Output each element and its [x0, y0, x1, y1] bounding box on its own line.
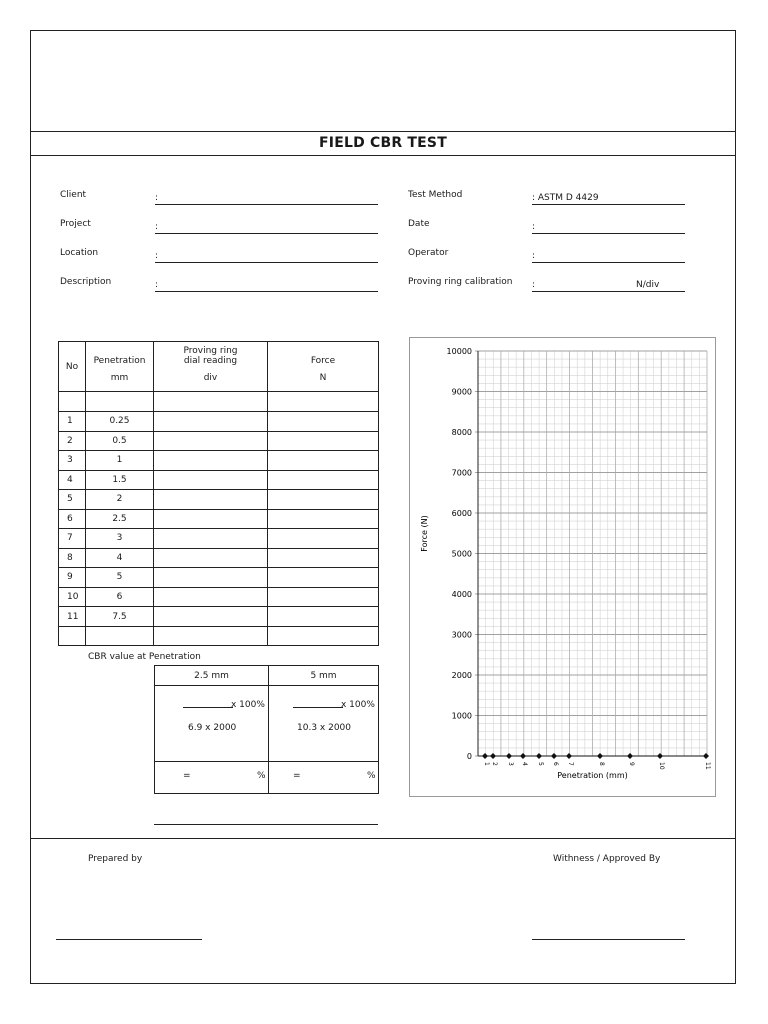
force-cell[interactable]: [268, 470, 379, 490]
row-penetration: 1.5: [86, 470, 154, 490]
force-cell[interactable]: [268, 568, 379, 588]
row-number: 2: [59, 431, 86, 451]
location-field[interactable]: :: [155, 250, 378, 263]
calibration-label: Proving ring calibration: [408, 277, 513, 287]
force-cell[interactable]: [268, 587, 379, 607]
numerator-line: [183, 707, 233, 708]
dial-cell[interactable]: [154, 412, 268, 432]
calibration-unit: N/div: [636, 280, 660, 290]
row-penetration: 3: [86, 529, 154, 549]
calibration-colon: :: [532, 280, 536, 290]
table-row: [59, 568, 379, 588]
table-row-blank: [59, 627, 379, 646]
row-number: 10: [59, 587, 86, 607]
header-dial-reading: Proving ring dial reading: [154, 342, 268, 366]
cbr-formula-5mm[interactable]: [269, 686, 379, 762]
force-penetration-chart: [409, 337, 716, 797]
x-tick-label: 6: [552, 762, 559, 766]
row-penetration: 6: [86, 587, 154, 607]
date-field[interactable]: :: [532, 221, 685, 234]
dial-cell[interactable]: [154, 548, 268, 568]
table-row: [59, 548, 379, 568]
unit-force: N: [268, 366, 379, 392]
y-tick-label: 8000: [451, 428, 472, 437]
row-penetration: 1: [86, 451, 154, 471]
cbr-result-5mm[interactable]: [269, 762, 379, 794]
table-row-blank: [59, 392, 379, 412]
cbr-underline: [154, 824, 378, 825]
multiplier-5mm: x 100%: [341, 700, 375, 710]
approved-signature-line[interactable]: [532, 939, 685, 940]
table-row: [59, 529, 379, 549]
dial-cell[interactable]: [154, 568, 268, 588]
dial-cell[interactable]: [154, 509, 268, 529]
y-tick-label: 9000: [451, 387, 472, 397]
table-row: [59, 490, 379, 510]
y-tick-label: 10000: [446, 347, 472, 356]
header-no: No: [59, 342, 86, 392]
row-number: 1: [59, 412, 86, 432]
denominator-5mm: 10.3 x 2000: [297, 723, 351, 733]
dial-cell[interactable]: [154, 587, 268, 607]
x-tick-label: 4: [521, 762, 528, 766]
force-cell[interactable]: [268, 548, 379, 568]
x-tick-label: 5: [537, 762, 544, 766]
percent-5mm: %: [367, 771, 376, 781]
test-method-field[interactable]: : ASTM D 4429: [532, 192, 685, 205]
prepared-signature-line[interactable]: [56, 939, 202, 940]
y-tick-label: 2000: [451, 671, 472, 680]
y-tick-label: 6000: [451, 509, 472, 518]
force-cell[interactable]: [268, 392, 379, 412]
force-cell[interactable]: [268, 412, 379, 432]
cbr-col-5mm: 5 mm: [269, 666, 379, 686]
row-number: 11: [59, 607, 86, 627]
y-tick-label: 1000: [451, 711, 472, 721]
dial-cell[interactable]: [154, 627, 268, 646]
date-label: Date: [408, 219, 430, 229]
row-penetration: 5: [86, 568, 154, 588]
force-cell[interactable]: [268, 607, 379, 627]
cbr-heading: CBR value at Penetration: [88, 652, 201, 662]
header-force: Force: [268, 342, 379, 366]
denominator-2-5mm: 6.9 x 2000: [188, 723, 237, 733]
dial-cell[interactable]: [154, 431, 268, 451]
multiplier-2-5mm: x 100%: [231, 700, 265, 710]
location-label: Location: [60, 248, 99, 258]
test-method-label: Test Method: [408, 190, 463, 200]
row-penetration: 2.5: [86, 509, 154, 529]
x-tick-label: 9: [628, 762, 635, 766]
cbr-table: [154, 665, 379, 794]
row-penetration: 7.5: [86, 607, 154, 627]
cbr-result-2-5mm[interactable]: [155, 762, 269, 794]
x-tick-label: 8: [598, 762, 605, 766]
dial-cell[interactable]: [154, 451, 268, 471]
row-penetration: 4: [86, 548, 154, 568]
operator-label: Operator: [408, 248, 449, 258]
client-label: Client: [60, 190, 87, 200]
numerator-line: [293, 707, 343, 708]
force-cell[interactable]: [268, 451, 379, 471]
force-cell[interactable]: [268, 509, 379, 529]
y-tick-label: 0: [466, 752, 472, 761]
table-row: [59, 587, 379, 607]
project-field[interactable]: :: [155, 221, 378, 234]
row-penetration: 0.25: [86, 412, 154, 432]
footer-divider: [30, 838, 736, 839]
description-field[interactable]: :: [155, 279, 378, 292]
force-cell[interactable]: [268, 627, 379, 646]
unit-dial: div: [154, 366, 268, 392]
x-tick-label: 7: [567, 762, 574, 766]
y-tick-label: 5000: [451, 549, 472, 559]
client-field[interactable]: :: [155, 192, 378, 205]
table-row: [59, 607, 379, 627]
row-number: 6: [59, 509, 86, 529]
table-row: [59, 509, 379, 529]
x-tick-label: 11: [704, 762, 711, 770]
y-axis-label: Force (N): [420, 515, 429, 552]
header-divider-bottom: [30, 155, 736, 156]
x-tick-label: 1: [483, 762, 490, 766]
project-label: Project: [60, 219, 91, 229]
row-penetration: 2: [86, 490, 154, 510]
form-title: FIELD CBR TEST: [319, 135, 447, 151]
force-cell[interactable]: [268, 431, 379, 451]
x-axis-label: Penetration (mm): [557, 771, 628, 780]
row-number: 4: [59, 470, 86, 490]
approved-by-label: Withness / Approved By: [553, 854, 661, 864]
cbr-col-2-5mm: 2.5 mm: [155, 666, 269, 686]
x-tick-label: 2: [491, 762, 498, 766]
calibration-field[interactable]: [532, 279, 685, 292]
operator-field[interactable]: :: [532, 250, 685, 263]
dial-cell[interactable]: [154, 529, 268, 549]
header-penetration: Penetration: [86, 342, 154, 366]
equals-2-5mm: =: [183, 771, 191, 781]
percent-2-5mm: %: [257, 771, 266, 781]
unit-penetration: mm: [86, 366, 154, 392]
y-tick-label: 7000: [451, 468, 472, 478]
y-tick-label: 4000: [451, 590, 472, 599]
row-number: 7: [59, 529, 86, 549]
x-tick-label: 10: [658, 762, 665, 770]
row-number: 9: [59, 568, 86, 588]
y-tick-label: 3000: [451, 630, 472, 640]
description-label: Description: [60, 277, 112, 287]
force-cell[interactable]: [268, 529, 379, 549]
row-number: 5: [59, 490, 86, 510]
table-row: [59, 431, 379, 451]
row-number: 3: [59, 451, 86, 471]
equals-5mm: =: [293, 771, 301, 781]
x-tick-label: 3: [507, 762, 514, 766]
dial-cell[interactable]: [154, 607, 268, 627]
dial-cell[interactable]: [154, 392, 268, 412]
table-row: [59, 451, 379, 471]
dial-cell[interactable]: [154, 470, 268, 490]
penetration-table: [58, 341, 379, 646]
force-cell[interactable]: [268, 490, 379, 510]
dial-cell[interactable]: [154, 490, 268, 510]
row-number: 8: [59, 548, 86, 568]
table-row: [59, 470, 379, 490]
row-penetration: 0.5: [86, 431, 154, 451]
table-row: [59, 412, 379, 432]
cbr-formula-2-5mm[interactable]: [155, 686, 269, 762]
prepared-by-label: Prepared by: [88, 854, 143, 864]
